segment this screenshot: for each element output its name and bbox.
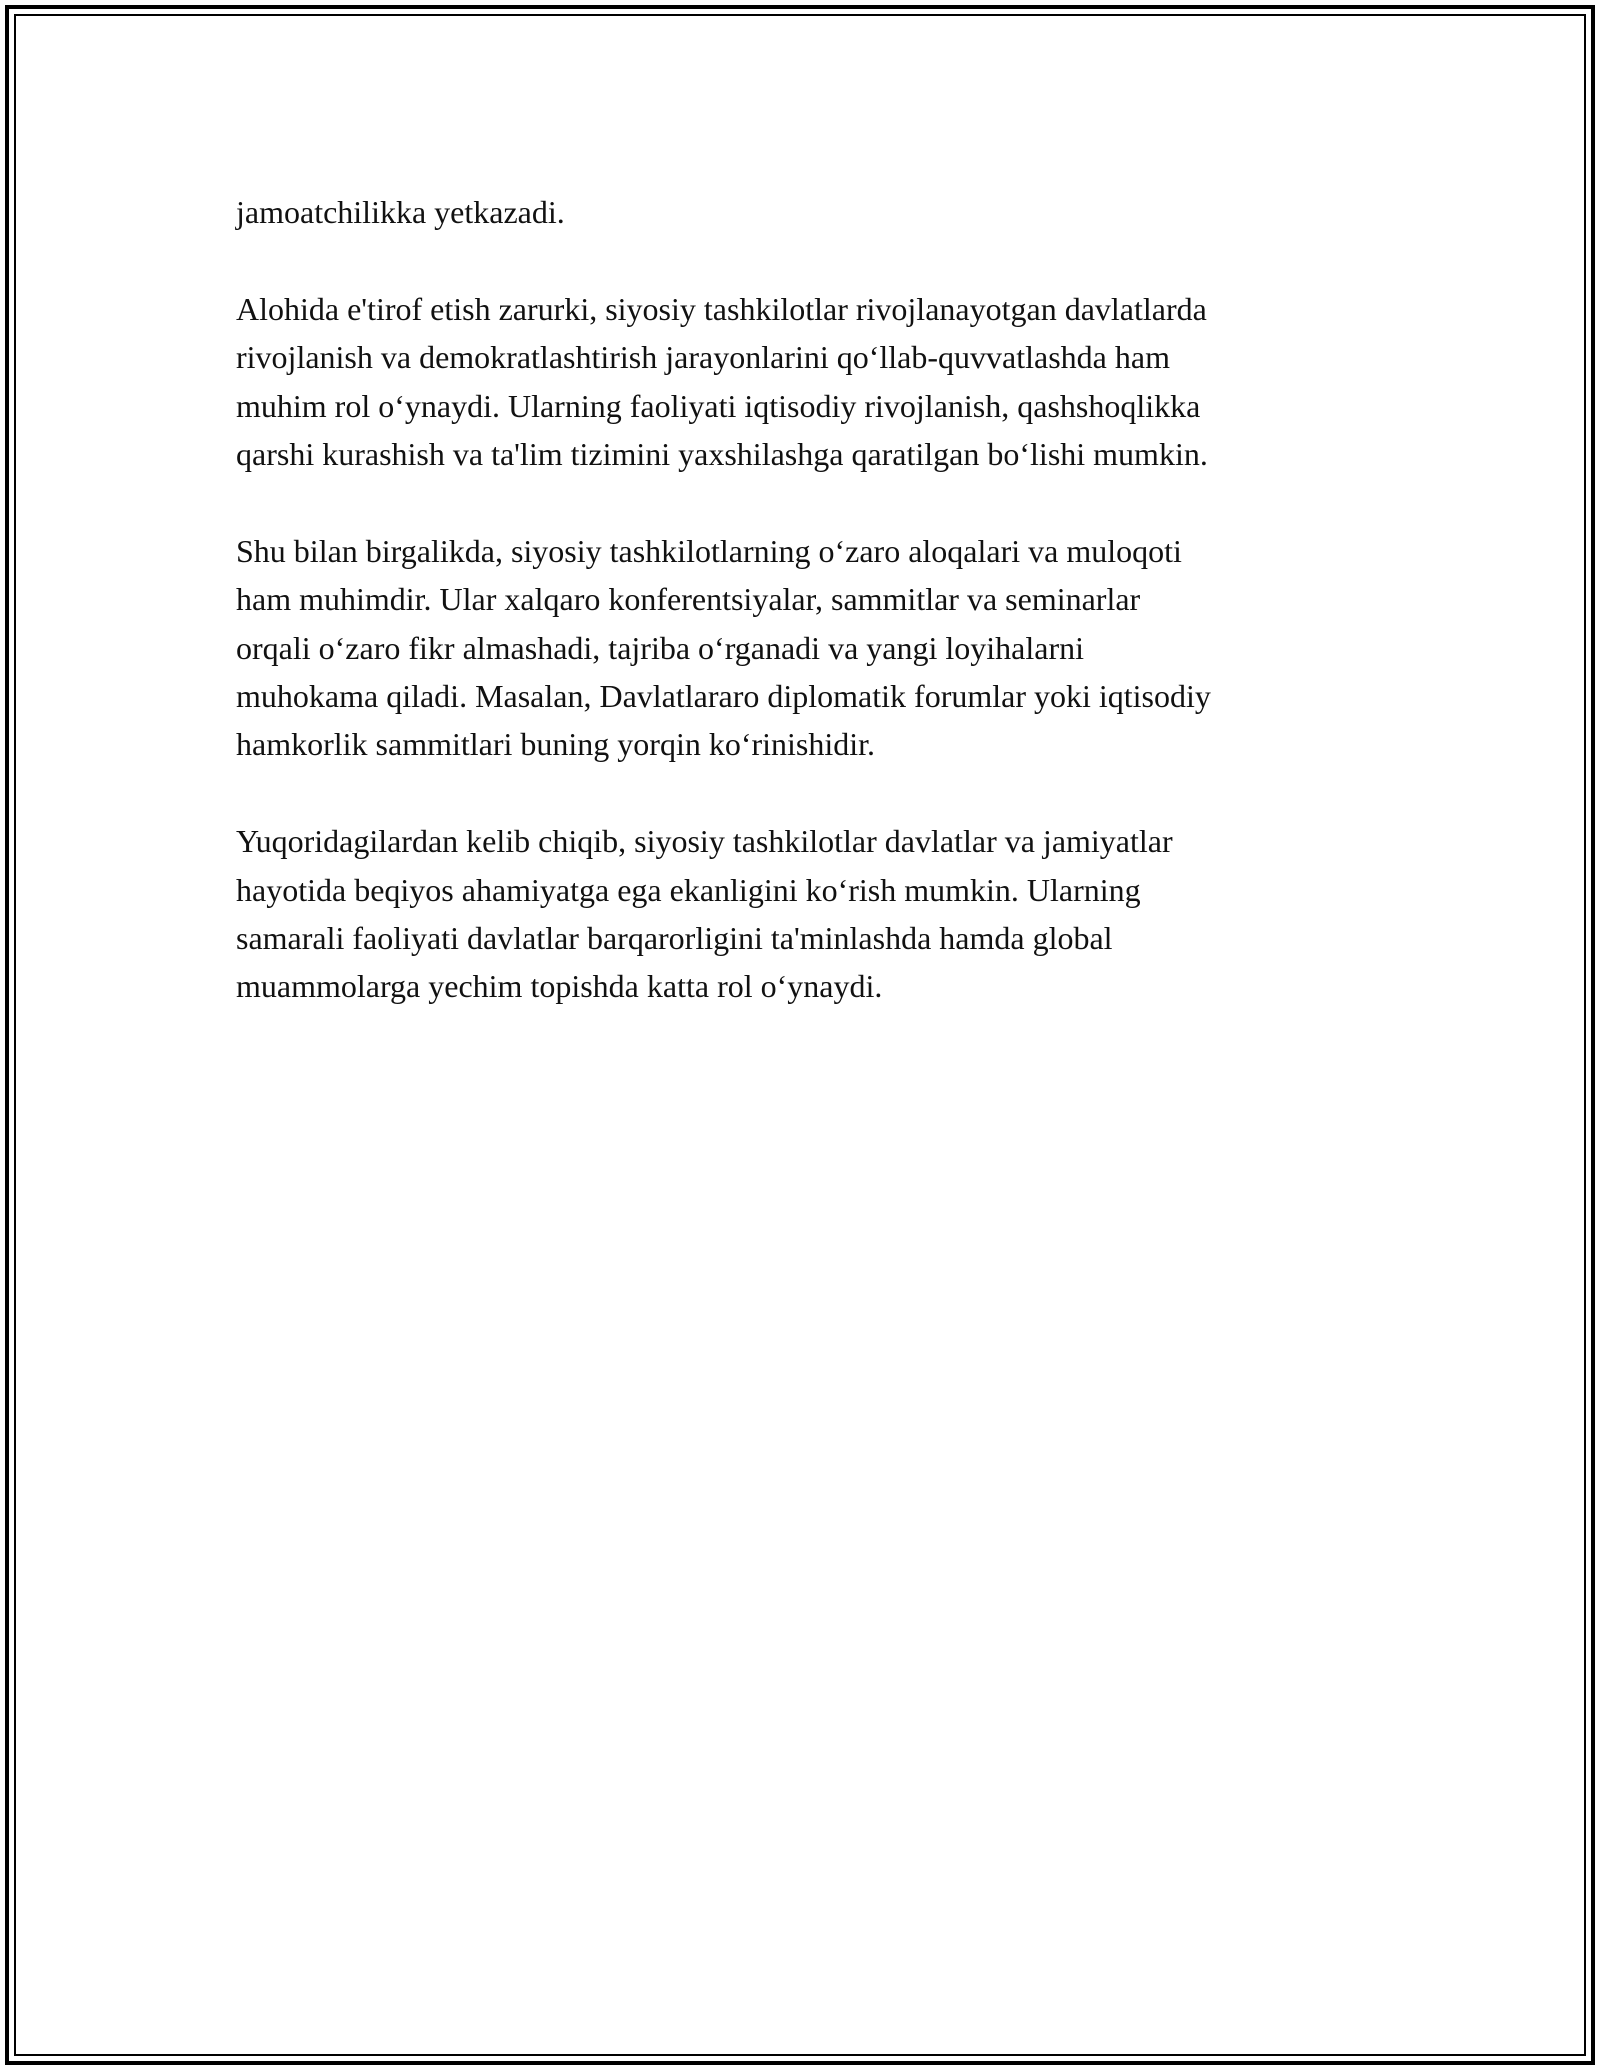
paragraph-4 [236,817,1366,1011]
paragraph-line: hamkorlik sammitlari buning yorqin ko‘rinishidir. [236,726,876,763]
paragraph-line: jamoatchilikka yetkazadi. [236,194,565,230]
paragraph-line: ham muhimdir. Ular xalqaro konferentsiyalar, sammitlar va seminarlar [236,581,1141,618]
paragraph-3 [236,527,1366,769]
paragraph-line: muammolarga yechim topishda katta rol o‘ynaydi. [236,968,883,1005]
paragraph-line: samarali faoliyati davlatlar barqarorligini ta'minlashda hamda global [236,920,1113,957]
paragraph-line: Yuqoridagilardan kelib chiqib, siyosiy tashkilotlar davlatlar va jamiyatlar [236,823,1173,860]
paragraph-line: qarshi kurashish va ta'lim tizimini yaxshilashga qaratilgan bo‘lishi mumkin. [236,436,1208,473]
paragraph-line: Shu bilan birgalikda, siyosiy tashkilotlarning o‘zaro aloqalari va muloqoti [236,532,1182,569]
paragraph-line: muhim rol o‘ynaydi. Ularning faoliyati iqtisodiy rivojlanish, qashshoqlikka [236,387,1201,424]
paragraph-line: muhokama qiladi. Masalan, Davlatlararo diplomatik forumlar yoki iqtisodiy [236,678,1211,715]
paragraph-line: orqali o‘zaro fikr almashadi, tajriba o‘rganadi va yangi loyihalarni [236,629,1084,666]
paragraph-line: rivojlanish va demokratlashtirish jarayonlarini qo‘llab-quvvatlashda ham [236,339,1170,376]
paragraph-1 [236,188,1366,236]
paragraph-2 [236,285,1366,479]
paragraph-line: hayotida beqiyos ahamiyatga ega ekanligini ko‘rish mumkin. Ularning [236,871,1141,908]
document-body [236,188,1366,1059]
paragraph-line: Alohida e'tirof etish zarurki, siyosiy tashkilotlar rivojlanayotgan davlatlarda [236,290,1207,327]
